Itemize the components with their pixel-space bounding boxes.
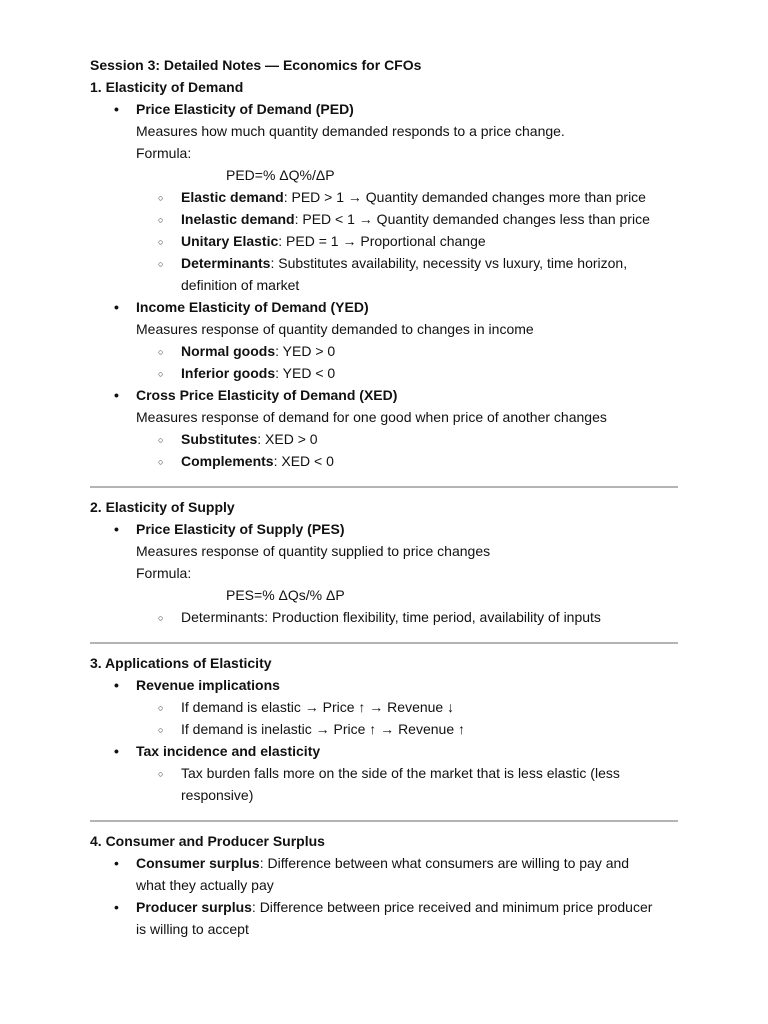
list-item (90, 362, 678, 384)
ped-description: Measures how much quantity demanded responds to a price change. (136, 123, 565, 139)
yed-heading: • Income Elasticity of Demand (YED) (90, 296, 678, 318)
definition: : YED < 0 (275, 365, 336, 381)
pes-heading: • Price Elasticity of Supply (PES) (90, 518, 678, 540)
yed-description: Measures response of quantity demanded to changes in income (136, 321, 534, 337)
term: Elastic demand (181, 189, 284, 205)
xed-heading: • Cross Price Elasticity of Demand (XED) (90, 384, 678, 406)
revenue-heading: • Revenue implications (90, 674, 678, 696)
term: Unitary Elastic (181, 233, 279, 249)
document-title: Session 3: Detailed Notes — Economics for CFOs (90, 57, 422, 73)
definition: : XED > 0 (257, 431, 318, 447)
term: Producer surplus (136, 899, 252, 915)
list-item (90, 852, 678, 896)
tax-heading: • Tax incidence and elasticity (90, 740, 678, 762)
section-2-heading: 2. Elasticity of Supply (90, 499, 235, 515)
list-item (90, 186, 678, 208)
section-1-heading: 1. Elasticity of Demand (90, 79, 244, 95)
ped-heading: • Price Elasticity of Demand (PED) (90, 98, 678, 120)
term: Consumer surplus (136, 855, 260, 871)
section-divider (90, 642, 678, 644)
term: Determinants (181, 255, 271, 271)
section-4-heading: 4. Consumer and Producer Surplus (90, 833, 325, 849)
item-text-continued: responsive) (181, 787, 254, 803)
term: Inferior goods (181, 365, 276, 381)
ped-formula-label: Formula: (136, 145, 192, 161)
term: Inelastic demand (181, 211, 295, 227)
definition-continued: what they actually pay (136, 877, 274, 893)
definition-continued: is willing to accept (136, 921, 249, 937)
list-item (90, 450, 678, 472)
item-text: Tax burden falls more on the side of the market that is less elastic (less (181, 765, 620, 781)
definition: : Difference between what consumers are willing to pay and (259, 855, 630, 871)
term: Substitutes (181, 431, 258, 447)
list-item: ○ If demand is inelastic → Price ↑ → Revenue ↑ (90, 718, 678, 740)
list-item (90, 762, 678, 806)
term: Normal goods (181, 343, 276, 359)
pes-description: Measures response of quantity supplied to price changes (136, 543, 491, 559)
definition: : PED = 1 → Proportional change (278, 233, 486, 249)
list-item (90, 208, 678, 230)
list-item (90, 252, 678, 296)
term: Complements (181, 453, 274, 469)
list-item (90, 428, 678, 450)
definition: : Difference between price received and minimum price producer (251, 899, 653, 915)
list-item: ○ If demand is elastic → Price ↑ → Revenue ↓ (90, 696, 678, 718)
section-3-heading: 3. Applications of Elasticity (90, 655, 272, 671)
definition: : Substitutes availability, necessity vs luxury, time horizon, (270, 255, 628, 271)
list-item (90, 230, 678, 252)
definition: : PED > 1 → Quantity demanded changes more than price (283, 189, 646, 205)
section-divider (90, 820, 678, 822)
definition: : PED < 1 → Quantity demanded changes less than price (294, 211, 650, 227)
definition: : YED > 0 (275, 343, 336, 359)
section-divider (90, 486, 678, 488)
xed-description: Measures response of demand for one good when price of another changes (136, 409, 607, 425)
pes-formula: PES=% ΔQs/% ΔP (226, 587, 345, 603)
list-item (90, 896, 678, 940)
list-item (90, 340, 678, 362)
ped-formula: PED=% ΔQ%/ΔP (226, 167, 335, 183)
pes-formula-label: Formula: (136, 565, 192, 581)
list-item: ○ Determinants: Production flexibility, time period, availability of inputs (90, 606, 678, 628)
definition: : XED < 0 (273, 453, 334, 469)
definition-continued: definition of market (181, 277, 300, 293)
